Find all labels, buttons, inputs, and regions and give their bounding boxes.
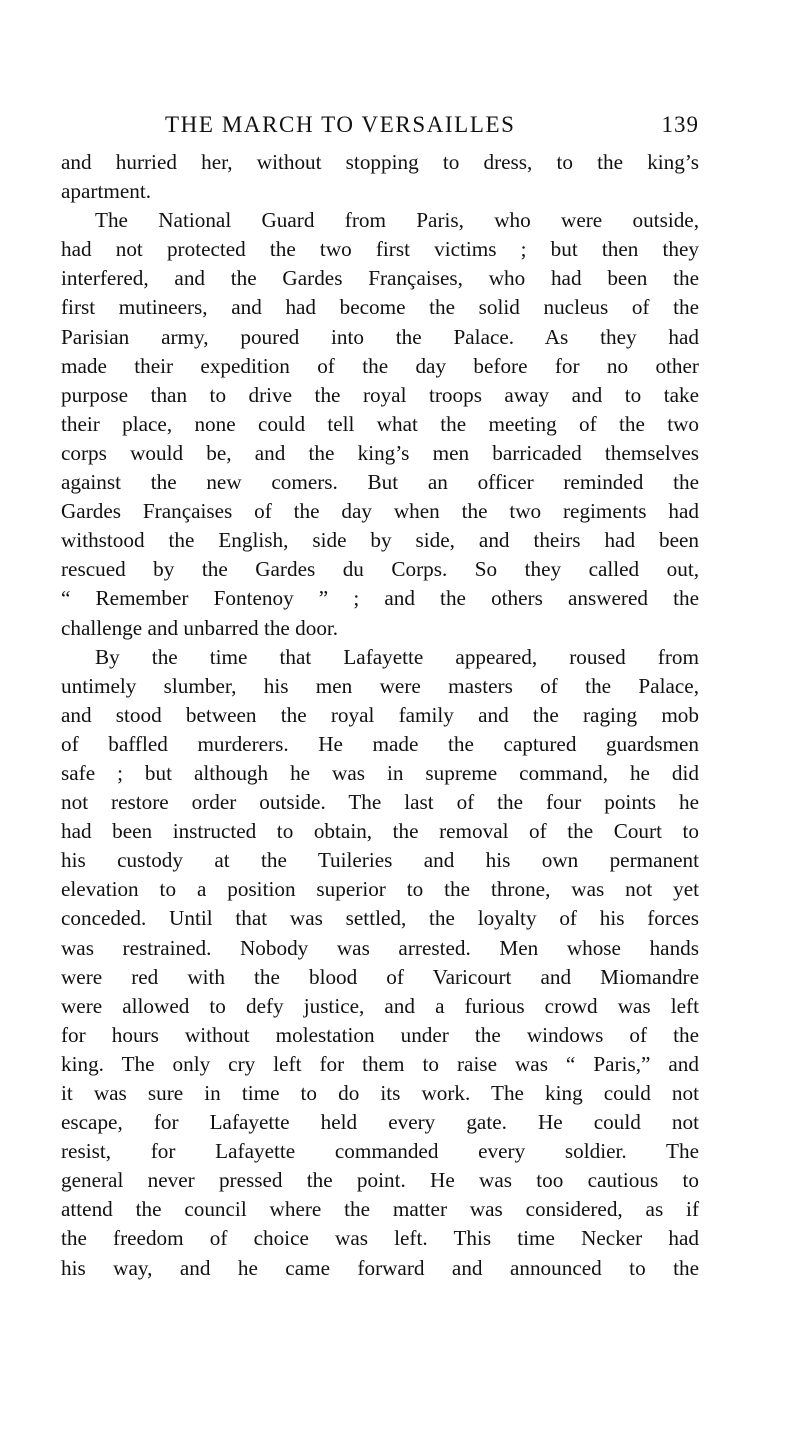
text-line: By the time that Lafayette appeared, roused from xyxy=(95,644,699,669)
page-number: 139 xyxy=(661,112,699,137)
paragraph xyxy=(61,643,699,1283)
text-line: his way, and he came forward and announced to the xyxy=(61,1255,699,1280)
text-line: had been instructed to obtain, the removal of the Court to xyxy=(61,819,699,844)
text-line: The National Guard from Paris, who were outside, xyxy=(95,208,699,233)
text-line: untimely slumber, his men were masters of the Palace, xyxy=(61,673,699,698)
text-line: for hours without molestation under the windows of the xyxy=(61,1022,699,1047)
text-line: safe ; but although he was in supreme command, he did xyxy=(61,760,699,785)
text-line: challenge and unbarred the door. xyxy=(61,615,339,640)
text-line: withstood the English, side by side, and theirs had been xyxy=(61,528,699,553)
text-line: and stood between the royal family and the raging mob xyxy=(61,702,699,727)
running-head xyxy=(61,108,699,148)
text-line: against the new comers. But an officer reminded the xyxy=(61,470,699,495)
text-line: was restrained. Nobody was arrested. Men whose hands xyxy=(61,935,699,960)
text-line: escape, for Lafayette held every gate. He could not xyxy=(61,1110,699,1135)
text-line: resist, for Lafayette commanded every soldier. The xyxy=(61,1139,699,1164)
text-line: purpose than to drive the royal troops away and to take xyxy=(61,382,699,407)
text-line: apartment. xyxy=(61,179,152,204)
text-line: attend the council where the matter was considered, as if xyxy=(61,1197,699,1222)
text-line: had not protected the two first victims ; but then they xyxy=(61,237,699,262)
text-line: were allowed to defy justice, and a furious crowd was left xyxy=(61,993,699,1018)
chapter-title: THE MARCH TO VERSAILLES xyxy=(165,112,516,137)
body-text xyxy=(61,148,699,1283)
text-line: elevation to a position superior to the throne, was not yet xyxy=(61,877,699,902)
text-line: corps would be, and the king’s men barricaded themselves xyxy=(61,440,699,465)
text-line: it was sure in time to do its work. The king could not xyxy=(61,1081,699,1105)
text-line: interfered, and the Gardes Françaises, who had been the xyxy=(61,266,699,291)
text-line: Gardes Françaises of the day when the two regiments had xyxy=(61,499,699,524)
text-line: made their expedition of the day before for no other xyxy=(61,353,699,378)
text-line: not restore order outside. The last of the four points he xyxy=(61,790,699,815)
text-line: their place, none could tell what the meeting of the two xyxy=(61,411,699,436)
text-line: king. The only cry left for them to raise was “ Paris,” and xyxy=(61,1051,699,1076)
text-line: first mutineers, and had become the solid nucleus of the xyxy=(61,295,699,320)
paragraph xyxy=(61,206,699,642)
text-line: “ Remember Fontenoy ” ; and the others answered the xyxy=(61,586,699,611)
text-line: the freedom of choice was left. This time Necker had xyxy=(61,1226,699,1251)
text-line: Parisian army, poured into the Palace. As they had xyxy=(61,324,699,349)
book-page xyxy=(61,108,699,1283)
text-line: rescued by the Gardes du Corps. So they called out, xyxy=(61,557,699,582)
text-line: conceded. Until that was settled, the loyalty of his forces xyxy=(61,906,699,931)
text-line: general never pressed the point. He was too cautious to xyxy=(61,1168,699,1193)
text-line: and hurried her, without stopping to dress, to the king’s xyxy=(61,150,699,174)
text-line: his custody at the Tuileries and his own permanent xyxy=(61,848,699,873)
paragraph xyxy=(61,148,699,206)
text-line: of baffled murderers. He made the captured guardsmen xyxy=(61,731,699,756)
text-line: were red with the blood of Varicourt and Miomandre xyxy=(61,964,699,989)
